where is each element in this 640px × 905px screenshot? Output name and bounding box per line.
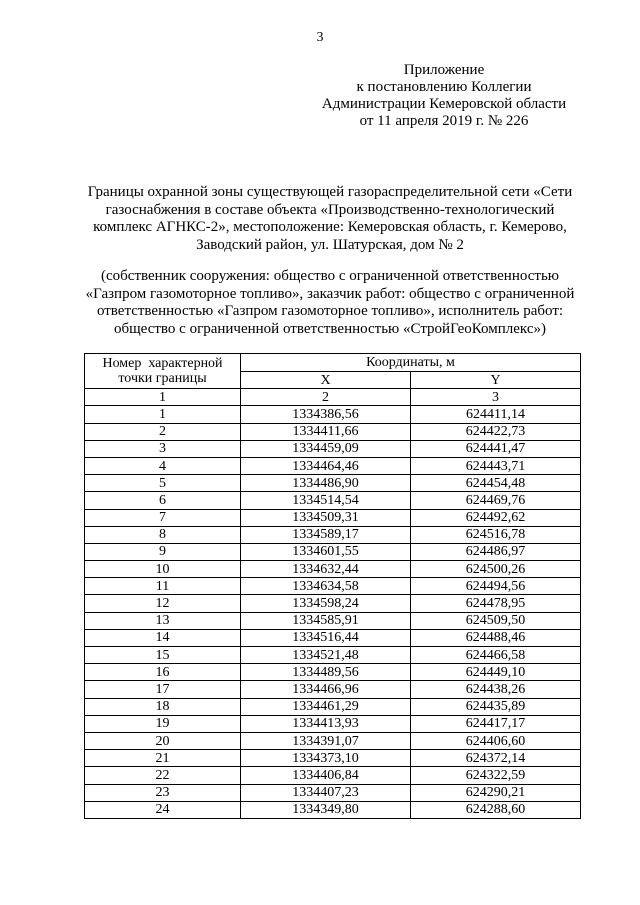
- x-coordinate-cell: 1334632,44: [241, 561, 411, 578]
- x-coordinate-cell: 1334634,58: [241, 578, 411, 595]
- point-number-cell: 23: [85, 784, 241, 801]
- appendix-header: [304, 62, 584, 130]
- y-coordinate-cell: 624478,95: [411, 595, 581, 612]
- column-number-cell: 2: [241, 389, 411, 406]
- y-coordinate-cell: 624411,14: [411, 406, 581, 423]
- appendix-line: Приложение: [403, 62, 485, 78]
- x-coordinate-cell: 1334459,09: [241, 440, 411, 457]
- point-number-cell: 10: [85, 561, 241, 578]
- y-coordinate-cell: 624438,26: [411, 681, 581, 698]
- x-coordinate-cell: 1334349,80: [241, 801, 411, 818]
- x-coordinate-cell: 1334411,66: [241, 423, 411, 440]
- x-coordinate-cell: 1334466,96: [241, 681, 411, 698]
- title-line: Заводский район, ул. Шатурская, дом № 2: [196, 236, 464, 253]
- point-number-cell: 24: [85, 801, 241, 818]
- y-coordinate-cell: 624417,17: [411, 715, 581, 732]
- table-row: [85, 698, 581, 715]
- y-coordinate-cell: 624469,76: [411, 492, 581, 509]
- y-coordinate-cell: 624322,59: [411, 767, 581, 784]
- y-coordinate-cell: 624422,73: [411, 423, 581, 440]
- title-line: газоснабжения в составе объекта «Производственно-технологический: [105, 201, 555, 218]
- x-coordinate-cell: 1334407,23: [241, 784, 411, 801]
- x-coordinate-cell: 1334486,90: [241, 475, 411, 492]
- y-coordinate-cell: 624443,71: [411, 457, 581, 474]
- x-coordinate-cell: 1334509,31: [241, 509, 411, 526]
- point-number-cell: 22: [85, 767, 241, 784]
- point-number-cell: 15: [85, 647, 241, 664]
- table-row: [85, 750, 581, 767]
- point-number-cell: 9: [85, 543, 241, 560]
- table-row: [85, 492, 581, 509]
- x-coordinate-cell: 1334373,10: [241, 750, 411, 767]
- x-coordinate-cell: 1334516,44: [241, 629, 411, 646]
- appendix-line: Администрации Кемеровской области: [321, 96, 567, 112]
- point-number-cell: 13: [85, 612, 241, 629]
- y-coordinate-cell: 624466,58: [411, 647, 581, 664]
- table-row: [85, 801, 581, 818]
- x-coordinate-cell: 1334601,55: [241, 543, 411, 560]
- table-row: [85, 732, 581, 749]
- subtitle-line: общество с ограниченной ответственностью «СтройГеоКомплекс»): [114, 320, 546, 337]
- table-row: [85, 440, 581, 457]
- page-number: 3: [316, 30, 324, 45]
- point-number-cell: 14: [85, 629, 241, 646]
- table-row: [85, 629, 581, 646]
- x-coordinate-cell: 1334489,56: [241, 664, 411, 681]
- header-point-number: [85, 354, 241, 389]
- document-subtitle: [70, 268, 590, 338]
- header-x: X: [241, 372, 411, 389]
- subtitle-line: (собственник сооружения: общество с ограниченной ответственностью: [101, 268, 559, 284]
- point-number-cell: 8: [85, 526, 241, 543]
- point-number-cell: 5: [85, 475, 241, 492]
- appendix-line: к постановлению Коллегии: [356, 79, 532, 95]
- x-coordinate-cell: 1334386,56: [241, 406, 411, 423]
- table-row: [85, 475, 581, 492]
- title-line: комплекс АГНКС-2», местоположение: Кемеровская область, г. Кемерово,: [93, 219, 567, 235]
- y-coordinate-cell: 624435,89: [411, 698, 581, 715]
- x-coordinate-cell: 1334413,93: [241, 715, 411, 732]
- x-coordinate-cell: 1334464,46: [241, 457, 411, 474]
- column-number-cell: 1: [85, 389, 241, 406]
- y-coordinate-cell: 624486,97: [411, 543, 581, 560]
- y-coordinate-cell: 624488,46: [411, 629, 581, 646]
- y-coordinate-cell: 624406,60: [411, 732, 581, 749]
- point-number-cell: 20: [85, 732, 241, 749]
- y-coordinate-cell: 624288,60: [411, 801, 581, 818]
- table-row: [85, 767, 581, 784]
- table-row: [85, 664, 581, 681]
- point-number-cell: 6: [85, 492, 241, 509]
- x-coordinate-cell: 1334406,84: [241, 767, 411, 784]
- point-number-cell: 12: [85, 595, 241, 612]
- y-coordinate-cell: 624290,21: [411, 784, 581, 801]
- y-coordinate-cell: 624494,56: [411, 578, 581, 595]
- y-coordinate-cell: 624500,26: [411, 561, 581, 578]
- header-y: Y: [411, 372, 581, 389]
- table-row: [85, 509, 581, 526]
- point-number-cell: 18: [85, 698, 241, 715]
- table-row: [85, 612, 581, 629]
- point-number-cell: 2: [85, 423, 241, 440]
- point-number-cell: 4: [85, 457, 241, 474]
- coordinates-table-body: [85, 406, 581, 819]
- point-number-cell: 7: [85, 509, 241, 526]
- table-row: [85, 561, 581, 578]
- table-row: [85, 543, 581, 560]
- document-title: [70, 184, 590, 254]
- y-coordinate-cell: 624372,14: [411, 750, 581, 767]
- header-point-line2: точки границы: [118, 371, 207, 387]
- x-coordinate-cell: 1334514,54: [241, 492, 411, 509]
- point-number-cell: 21: [85, 750, 241, 767]
- table-row: [85, 595, 581, 612]
- table-row: [85, 681, 581, 698]
- table-row: [85, 526, 581, 543]
- y-coordinate-cell: 624516,78: [411, 526, 581, 543]
- x-coordinate-cell: 1334598,24: [241, 595, 411, 612]
- y-coordinate-cell: 624441,47: [411, 440, 581, 457]
- coordinates-table: [84, 353, 581, 819]
- point-number-cell: 19: [85, 715, 241, 732]
- y-coordinate-cell: 624454,48: [411, 475, 581, 492]
- column-number-cell: 3: [411, 389, 581, 406]
- table-row: [85, 715, 581, 732]
- y-coordinate-cell: 624492,62: [411, 509, 581, 526]
- x-coordinate-cell: 1334391,07: [241, 732, 411, 749]
- table-row: [85, 784, 581, 801]
- y-coordinate-cell: 624449,10: [411, 664, 581, 681]
- point-number-cell: 1: [85, 406, 241, 423]
- subtitle-line: «Газпром газомоторное топливо», заказчик работ: общество с ограниченной: [85, 285, 575, 302]
- table-row: [85, 457, 581, 474]
- subtitle-line: ответственностью «Газпром газомоторное топливо», исполнитель работ:: [96, 303, 564, 319]
- table-row: [85, 647, 581, 664]
- header-coordinates: Координаты, м: [241, 354, 581, 372]
- header-point-line1: Номер характерной: [102, 356, 223, 372]
- table-row: [85, 406, 581, 423]
- table-row: [85, 578, 581, 595]
- title-line: Границы охранной зоны существующей газораспределительной сети «Сети: [87, 184, 573, 200]
- x-coordinate-cell: 1334589,17: [241, 526, 411, 543]
- x-coordinate-cell: 1334585,91: [241, 612, 411, 629]
- table-row: [85, 423, 581, 440]
- point-number-cell: 17: [85, 681, 241, 698]
- y-coordinate-cell: 624509,50: [411, 612, 581, 629]
- point-number-cell: 16: [85, 664, 241, 681]
- appendix-line: от 11 апреля 2019 г. № 226: [359, 113, 529, 129]
- point-number-cell: 11: [85, 578, 241, 595]
- x-coordinate-cell: 1334521,48: [241, 647, 411, 664]
- point-number-cell: 3: [85, 440, 241, 457]
- x-coordinate-cell: 1334461,29: [241, 698, 411, 715]
